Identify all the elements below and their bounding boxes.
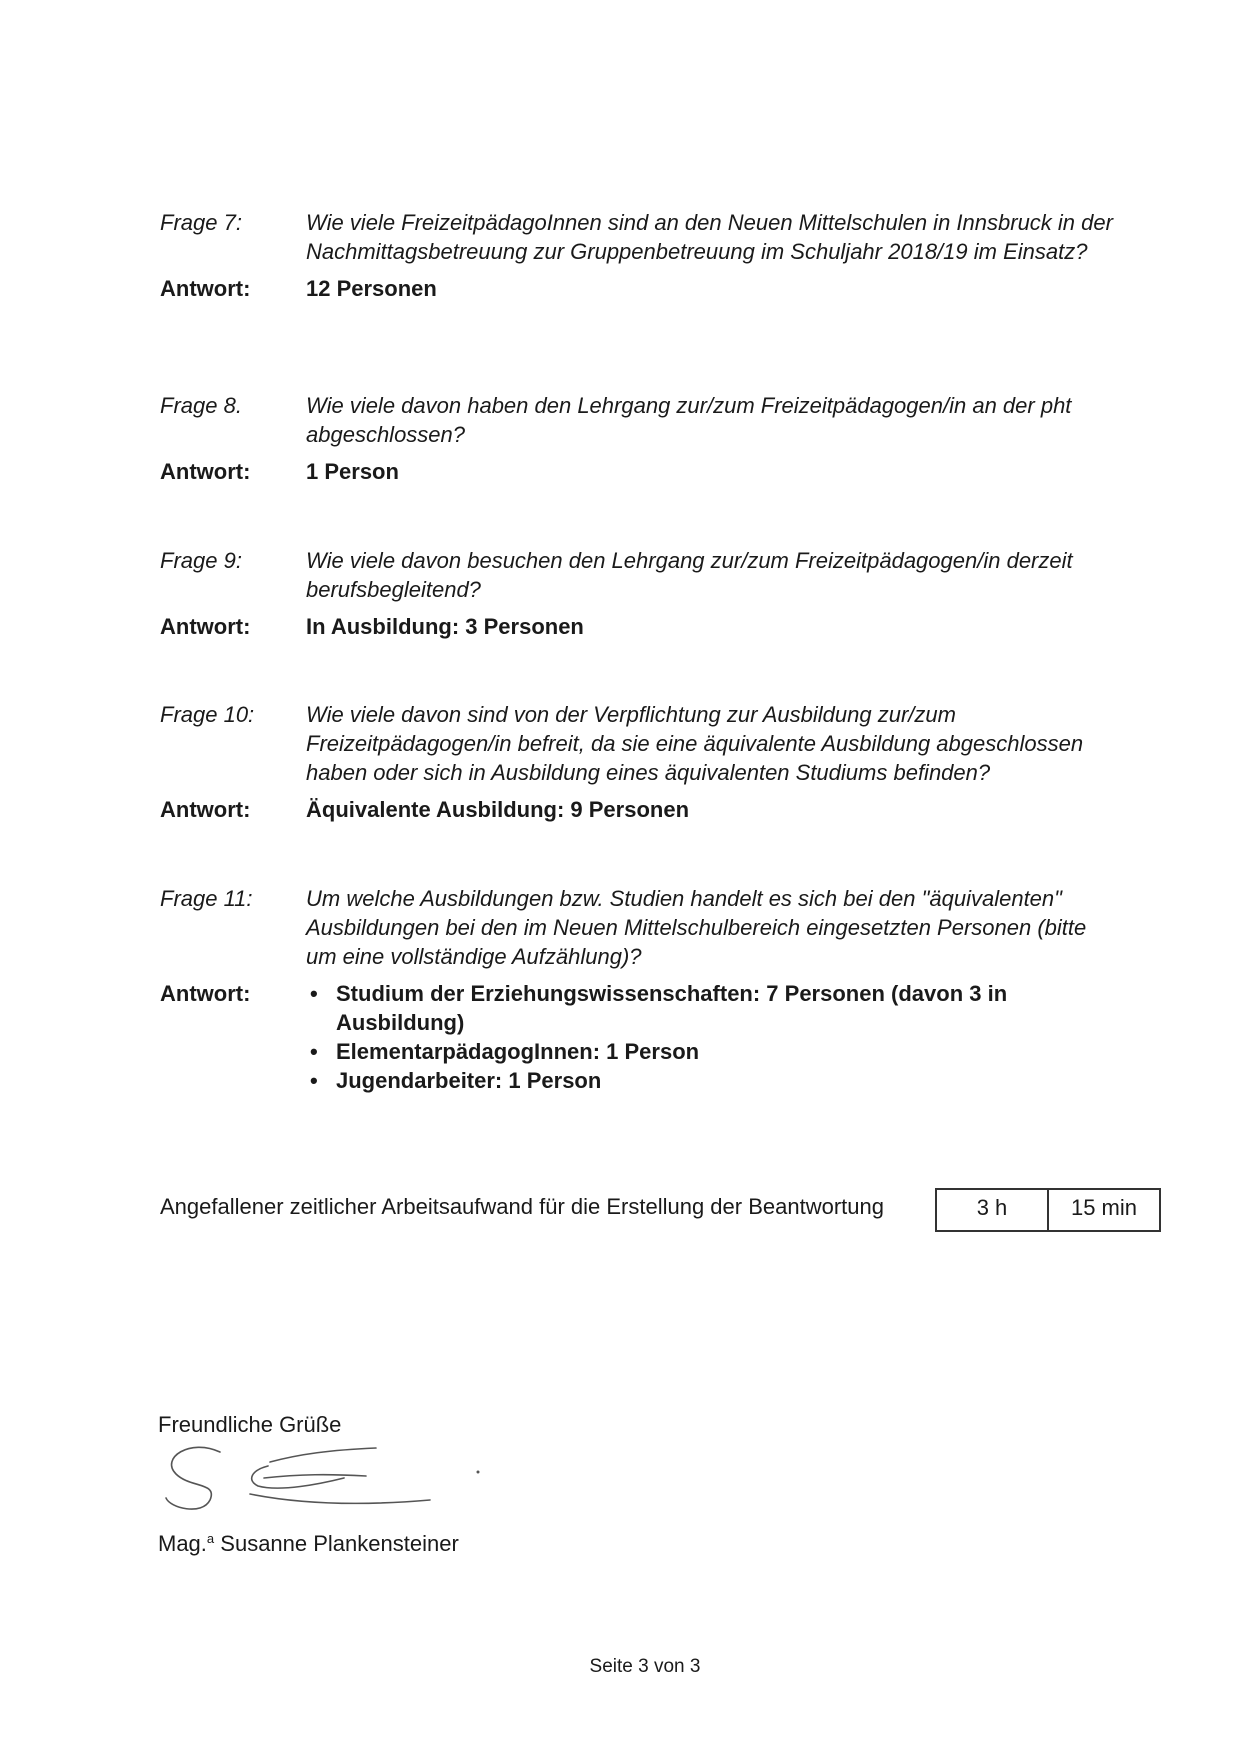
effort-label: Angefallener zeitlicher Arbeitsaufwand für die Erstellung der Beantwortung	[160, 1194, 884, 1219]
answer-label: Antwort:	[160, 276, 251, 301]
answer-list-container	[306, 979, 1120, 1095]
answer-text: 1 Person	[306, 459, 399, 484]
answer-label: Antwort:	[160, 797, 251, 822]
list-item-text: Studium der Erziehungswissenschaften: 7 Personen (davon 3 in Ausbildung)	[336, 981, 1008, 1035]
answer-label: Antwort:	[160, 614, 251, 639]
signer-prefix: Mag.	[158, 1531, 207, 1556]
list-item	[306, 1066, 1120, 1095]
qa-block-7	[160, 208, 1120, 303]
answer-row	[160, 795, 1120, 824]
question-row	[160, 546, 1120, 604]
page-number: Seite 3 von 3	[589, 1656, 701, 1677]
signer-name: Susanne Plankensteiner	[220, 1531, 459, 1556]
qa-block-10	[160, 700, 1120, 824]
answer-label: Antwort:	[160, 981, 251, 1006]
list-item	[306, 1037, 1120, 1066]
question-text: Wie viele FreizeitpädagoInnen sind an den Neuen Mittelschulen in Innsbruck in der Nachmittagsbetreuung zur Gruppenbetreuung im Schuljahr 2018/19 im Einsatz?	[306, 210, 1113, 264]
answer-text: Äquivalente Ausbildung: 9 Personen	[306, 797, 690, 822]
effort-minutes: 15 min	[1070, 1195, 1138, 1220]
question-label: Frage 10:	[160, 702, 255, 727]
list-item	[306, 979, 1120, 1037]
qa-block-11	[160, 884, 1120, 1095]
effort-hours: 3 h	[937, 1190, 1049, 1230]
answer-row	[160, 457, 1120, 486]
question-text: Wie viele davon haben den Lehrgang zur/zum Freizeitpädagogen/in an der pht abgeschlossen?	[306, 393, 1072, 447]
bullet-icon: •	[310, 1068, 318, 1093]
qa-block-9	[160, 546, 1120, 641]
bullet-icon: •	[310, 981, 318, 1006]
question-label: Frage 11:	[160, 886, 253, 911]
question-row	[160, 208, 1120, 266]
question-row	[160, 391, 1120, 449]
answer-label: Antwort:	[160, 459, 251, 484]
question-text: Um welche Ausbildungen bzw. Studien handelt es sich bei den "äquivalenten" Ausbildungen bei den im Neuen Mittelschulbereich eingesetzten Personen (bitte um eine vollständige Aufzählung)?	[306, 886, 1087, 969]
handwritten-signature	[160, 1438, 490, 1518]
question-label: Frage 8.	[160, 393, 242, 418]
answer-row	[160, 979, 1120, 1095]
answer-row	[160, 274, 1120, 303]
answer-text: In Ausbildung: 3 Personen	[306, 614, 584, 639]
answer-row	[160, 612, 1120, 641]
effort-section	[160, 1188, 1160, 1232]
question-row	[160, 700, 1120, 787]
question-row	[160, 884, 1120, 971]
question-text: Wie viele davon sind von der Verpflichtung zur Ausbildung zur/zum Freizeitpädagogen/in befreit, da sie eine äquivalente Ausbildung abgeschlossen haben oder sich in Ausbildung eines äquivalenten Studiums befinden?	[306, 702, 1084, 785]
effort-box	[935, 1188, 1161, 1232]
question-label: Frage 9:	[160, 548, 242, 573]
list-item-text: ElementarpädagogInnen: 1 Person	[336, 1039, 700, 1064]
signer-name-line	[158, 1524, 459, 1558]
answer-text: 12 Personen	[306, 276, 437, 301]
signer-superscript: a	[206, 1531, 215, 1546]
answer-list	[306, 979, 1120, 1095]
qa-block-8	[160, 391, 1120, 486]
closing-greeting: Freundliche Grüße	[158, 1412, 342, 1437]
question-label: Frage 7:	[160, 210, 242, 235]
bullet-icon: •	[310, 1039, 318, 1064]
question-text: Wie viele davon besuchen den Lehrgang zur/zum Freizeitpädagogen/in derzeit berufsbegleitend?	[306, 548, 1073, 602]
list-item-text: Jugendarbeiter: 1 Person	[336, 1068, 602, 1093]
